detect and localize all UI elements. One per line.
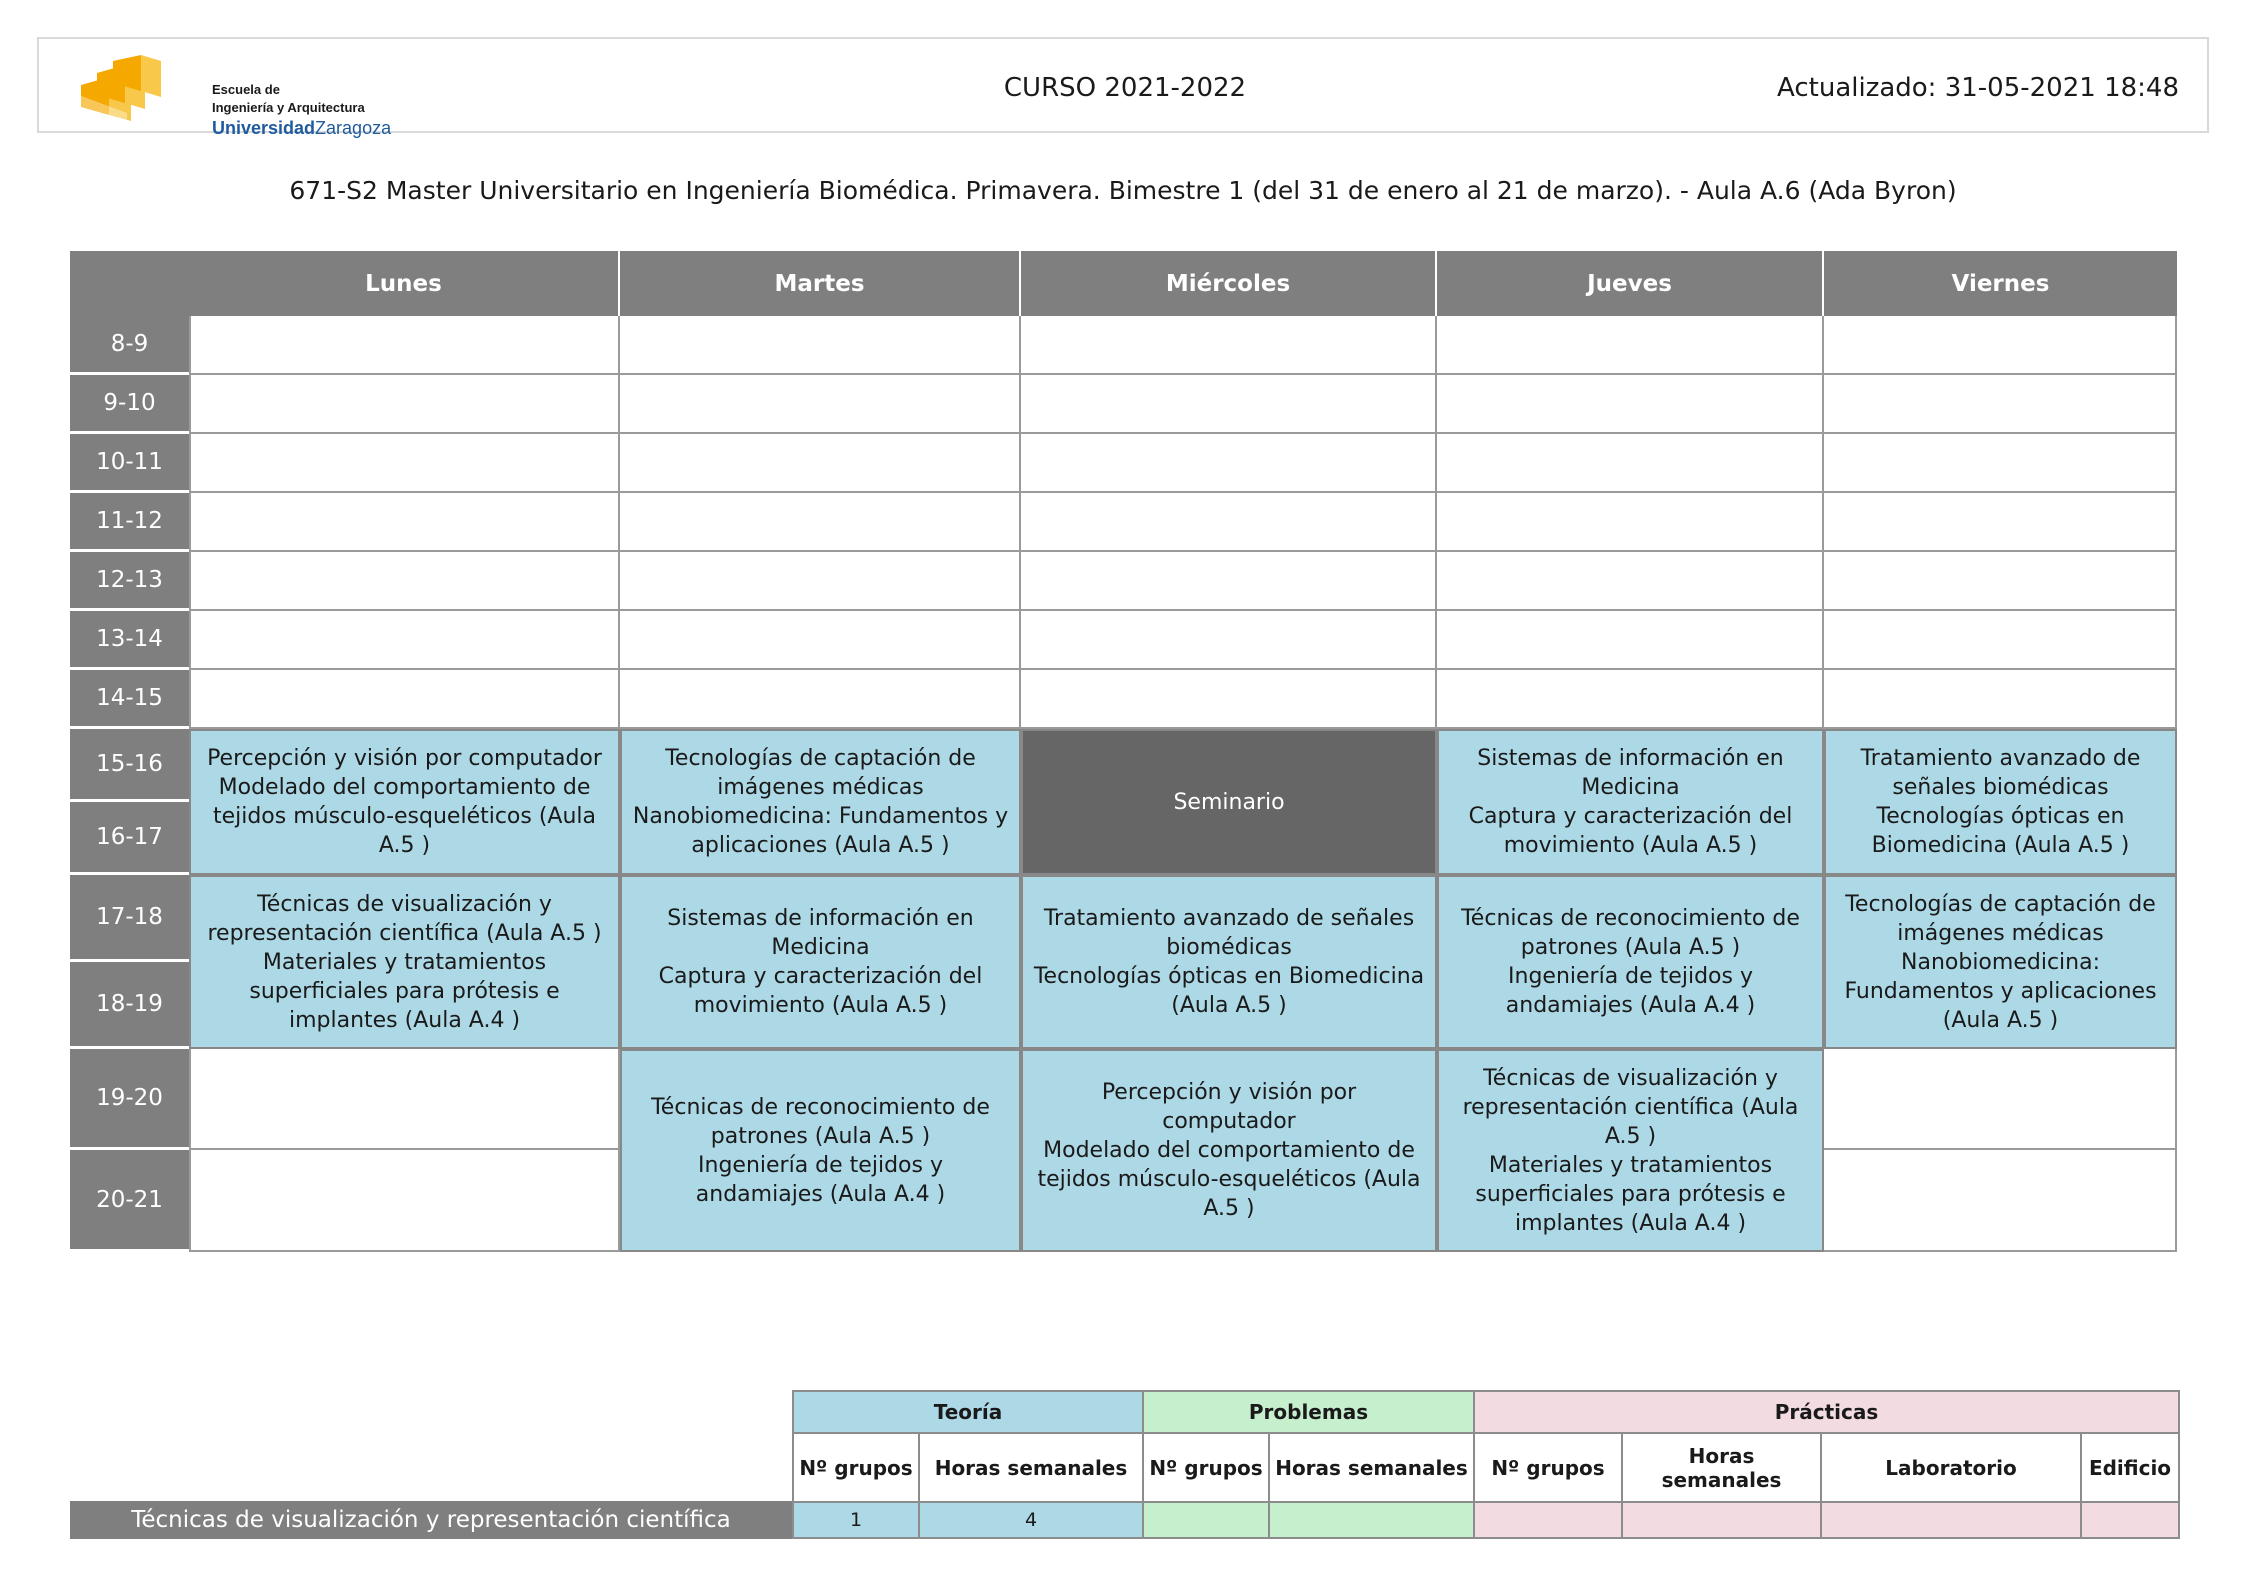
- empty-slot: [1824, 670, 2177, 729]
- empty-slot: [1824, 493, 2177, 552]
- practicas-groups-header: Nº grupos: [1473, 1432, 1623, 1503]
- problemas-hours-value: [1268, 1501, 1475, 1539]
- empty-slot: [1824, 552, 2177, 611]
- teoria-hours-value: 4: [918, 1501, 1144, 1539]
- time-slot: 9-10: [70, 375, 189, 434]
- subject-line: Sistemas de información en Medicina: [1477, 746, 1784, 800]
- subject-line: Captura y caracterización del movimiento (Aula A.5 ): [658, 964, 983, 1018]
- subject-line: Modelado del comportamiento de tejidos músculo-esqueléticos (Aula A.5 ): [1037, 1138, 1421, 1221]
- empty-slot: [1437, 375, 1824, 434]
- time-slot: 8-9: [70, 316, 189, 375]
- updated-timestamp: Actualizado: 31-05-2021 18:48: [1777, 73, 2179, 103]
- time-slot: 13-14: [70, 611, 189, 670]
- time-slot: 19-20: [70, 1049, 189, 1150]
- empty-slot: [620, 611, 1021, 670]
- problemas-hours-header: Horas semanales: [1268, 1432, 1475, 1503]
- subject-line: Tecnologías ópticas en Biomedicina (Aula A.5 ): [1871, 804, 2130, 858]
- building-value: [2080, 1501, 2180, 1539]
- page-header: [37, 37, 2209, 138]
- time-slot: 15-16: [70, 729, 189, 802]
- day-header: Martes: [620, 251, 1021, 316]
- empty-slot: [1824, 1049, 2177, 1150]
- teoria-hours-header: Horas semanales: [918, 1432, 1144, 1503]
- seminar-block[interactable]: Seminario: [1021, 729, 1437, 875]
- time-slot: 18-19: [70, 962, 189, 1049]
- empty-slot: [1437, 552, 1824, 611]
- empty-slot: [1437, 434, 1824, 493]
- day-header: Miércoles: [1021, 251, 1437, 316]
- empty-slot: [189, 611, 620, 670]
- empty-slot: [620, 434, 1021, 493]
- empty-slot: [189, 1049, 620, 1150]
- subject-line: Técnicas de reconocimiento de patrones (Aula A.5 ): [1461, 906, 1800, 960]
- class-block[interactable]: [1021, 875, 1437, 1049]
- subject-line: Técnicas de visualización y representación científica (Aula A.5 ): [1462, 1065, 1799, 1149]
- class-block[interactable]: [189, 729, 620, 875]
- subject-line: Tratamiento avanzado de señales biomédicas: [1860, 746, 2141, 800]
- practicas-hours-value: [1621, 1501, 1822, 1539]
- subject-line: Sistemas de información en Medicina: [667, 906, 974, 960]
- class-block[interactable]: [1437, 729, 1824, 875]
- empty-slot: [1021, 611, 1437, 670]
- empty-slot: [189, 1150, 620, 1252]
- time-slot: 20-21: [70, 1150, 189, 1252]
- class-block[interactable]: [620, 875, 1021, 1049]
- empty-slot: [1824, 316, 2177, 375]
- logo-line-2: Ingeniería y Arquitectura: [212, 100, 365, 115]
- empty-slot: [189, 670, 620, 729]
- day-header: Viernes: [1824, 251, 2177, 316]
- class-block[interactable]: [189, 875, 620, 1049]
- time-slot: 12-13: [70, 552, 189, 611]
- subject-line: Nanobiomedicina: Fundamentos y aplicaciones (Aula A.5 ): [632, 804, 1009, 858]
- empty-slot: [1021, 375, 1437, 434]
- subject-line: Materiales y tratamientos superficiales para prótesis e implantes (Aula A.4 ): [1475, 1152, 1786, 1236]
- problemas-groups-value: [1142, 1501, 1270, 1539]
- empty-slot: [620, 375, 1021, 434]
- empty-slot: [1824, 375, 2177, 434]
- teoria-groups-header: Nº grupos: [792, 1432, 920, 1503]
- empty-slot: [189, 316, 620, 375]
- subject-line: Percepción y visión por computador: [207, 746, 602, 771]
- empty-slot: [620, 316, 1021, 375]
- corner-cell: [70, 251, 189, 316]
- logo-line-1: Escuela de: [212, 82, 280, 97]
- empty-slot: [1437, 316, 1824, 375]
- empty-slot: [189, 434, 620, 493]
- problemas-groups-header: Nº grupos: [1142, 1432, 1270, 1503]
- empty-slot: [1824, 611, 2177, 670]
- empty-slot: [189, 375, 620, 434]
- building-header: Edificio: [2080, 1432, 2180, 1503]
- course-title: CURSO 2021-2022: [1003, 73, 1247, 103]
- subject-line: Materiales y tratamientos superficiales para prótesis e implantes (Aula A.4 ): [249, 949, 560, 1033]
- subject-line: Tratamiento avanzado de señales biomédicas: [1043, 906, 1415, 960]
- time-slot: 17-18: [70, 875, 189, 962]
- class-block[interactable]: [1437, 875, 1824, 1049]
- time-slot: 16-17: [70, 802, 189, 875]
- lab-header: Laboratorio: [1820, 1432, 2082, 1503]
- class-block[interactable]: [1437, 1049, 1824, 1252]
- logo-line-3a: Universidad: [212, 118, 316, 138]
- time-slot: 10-11: [70, 434, 189, 493]
- practicas-header: Prácticas: [1473, 1390, 2180, 1434]
- time-slot: 14-15: [70, 670, 189, 729]
- class-block[interactable]: [620, 729, 1021, 875]
- subject-line: Modelado del comportamiento de tejidos músculo-esqueléticos (Aula A.5 ): [212, 775, 597, 858]
- subject-name: Técnicas de visualización y representación científica: [70, 1501, 792, 1539]
- practicas-hours-header: Horas semanales: [1621, 1432, 1822, 1503]
- class-block[interactable]: [620, 1049, 1021, 1252]
- teoria-header: Teoría: [792, 1390, 1144, 1434]
- empty-slot: [1824, 1150, 2177, 1252]
- subject-line: Ingeniería de tejidos y andamiajes (Aula A.4 ): [695, 1152, 946, 1207]
- day-header: Jueves: [1437, 251, 1824, 316]
- subject-line: Tecnologías de captación de imágenes médicas: [1845, 891, 2156, 946]
- subject-line: Técnicas de visualización y representación científica (Aula A.5 ): [207, 891, 602, 946]
- empty-slot: [620, 552, 1021, 611]
- empty-slot: [189, 552, 620, 611]
- empty-slot: [1021, 434, 1437, 493]
- page-subtitle: 671-S2 Master Universitario en Ingeniería Biomédica. Primavera. Bimestre 1 (del 31 de enero al 21 de marzo). - Aula A.6 (Ada Byron): [289, 176, 1957, 205]
- empty-slot: [1437, 670, 1824, 729]
- class-block[interactable]: [1021, 1049, 1437, 1252]
- practicas-groups-value: [1473, 1501, 1623, 1539]
- empty-slot: [189, 493, 620, 552]
- time-slot: 11-12: [70, 493, 189, 552]
- empty-slot: [1021, 493, 1437, 552]
- subject-line: Nanobiomedicina: Fundamentos y aplicaciones (Aula A.5 ): [1844, 949, 2157, 1033]
- subject-line: Ingeniería de tejidos y andamiajes (Aula A.4 ): [1505, 964, 1756, 1018]
- teoria-groups-value: 1: [792, 1501, 920, 1539]
- empty-slot: [1437, 493, 1824, 552]
- empty-slot: [1437, 611, 1824, 670]
- subject-line: Captura y caracterización del movimiento (Aula A.5 ): [1468, 804, 1793, 858]
- empty-slot: [1021, 552, 1437, 611]
- subject-line: Percepción y visión por computador: [1101, 1080, 1357, 1134]
- day-header: Lunes: [189, 251, 620, 316]
- subject-line: Tecnologías ópticas en Biomedicina (Aula A.5 ): [1033, 964, 1425, 1018]
- empty-slot: [620, 493, 1021, 552]
- subject-line: Tecnologías de captación de imágenes médicas: [665, 746, 976, 800]
- empty-slot: [1021, 670, 1437, 729]
- empty-slot: [620, 670, 1021, 729]
- empty-slot: [1824, 434, 2177, 493]
- lab-value: [1820, 1501, 2082, 1539]
- problemas-header: Problemas: [1142, 1390, 1475, 1434]
- class-block[interactable]: [1824, 875, 2177, 1049]
- empty-slot: [1021, 316, 1437, 375]
- subject-line: Técnicas de reconocimiento de patrones (Aula A.5 ): [651, 1094, 990, 1149]
- logo-line-3b: Zaragoza: [315, 118, 392, 138]
- class-block[interactable]: [1824, 729, 2177, 875]
